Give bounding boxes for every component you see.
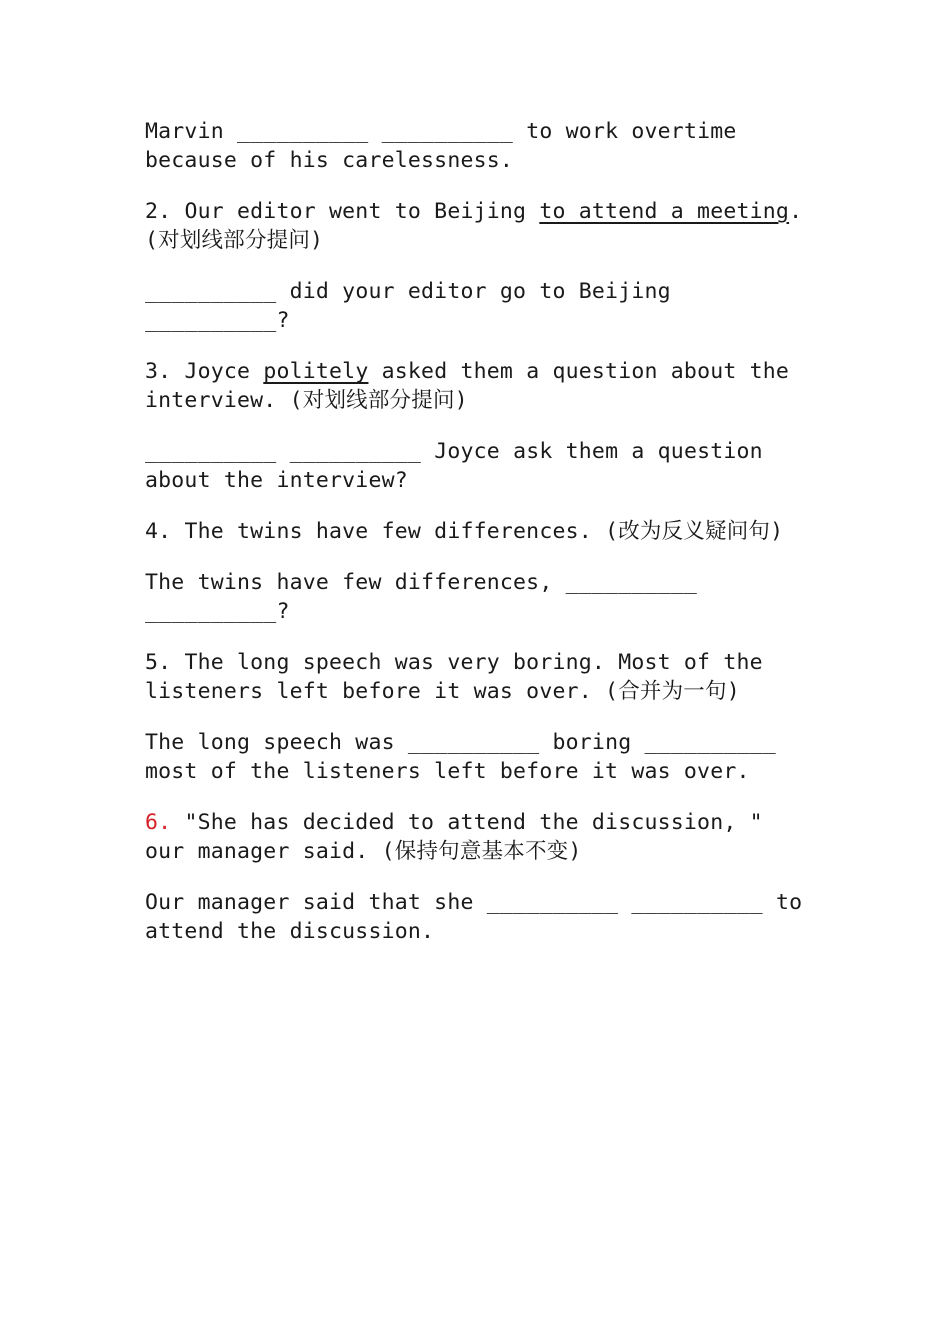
- question-2-instruction: (对划线部分提问): [145, 228, 324, 253]
- question-2-number: 2.: [145, 199, 185, 224]
- answer-6-after: to attend the discussion.: [145, 890, 816, 944]
- question-2-underlined: to attend a meeting: [539, 199, 790, 224]
- answer-3: [145, 437, 815, 495]
- question-3-after: asked them a question about the interview.: [145, 359, 803, 413]
- question-2: [145, 197, 815, 255]
- answer-1-mid: [368, 119, 381, 144]
- answer-1-after: to work overtime because of his carelessness.: [145, 119, 750, 173]
- answer-6-before: Our manager said that she: [145, 890, 487, 915]
- answer-6: [145, 888, 815, 946]
- answer-3-after: Joyce ask them a question about the interview?: [145, 439, 776, 493]
- question-6-number: 6.: [145, 810, 185, 835]
- answer-1: [145, 117, 815, 175]
- question-3-instruction: (对划线部分提问): [276, 388, 468, 413]
- answer-6-blank-2[interactable]: __________: [631, 890, 763, 915]
- question-2-before: Our editor went to Beijing: [184, 199, 540, 224]
- question-5: [145, 648, 815, 706]
- question-4-number: 4.: [145, 519, 185, 544]
- question-4-text: The twins have few differences.: [184, 519, 606, 544]
- answer-4: [145, 568, 815, 626]
- answer-6-blank-1[interactable]: __________: [486, 890, 619, 915]
- question-5-text: The long speech was very boring. Most of the listeners left before it was over.: [145, 650, 776, 704]
- answer-3-mid: [276, 439, 289, 464]
- question-6-text: "She has decided to attend the discussion, " our manager said.: [145, 810, 776, 864]
- answer-4-before: The twins have few differences,: [145, 570, 566, 595]
- question-4: [145, 517, 815, 546]
- answer-4-mid: [697, 570, 710, 595]
- answer-6-mid: [618, 890, 631, 915]
- question-4-instruction: (改为反义疑问句): [605, 519, 784, 544]
- answer-1-blank-1[interactable]: __________: [237, 119, 369, 144]
- answer-1-before: Marvin: [145, 119, 238, 144]
- question-5-instruction: (合并为一句): [605, 679, 740, 704]
- answer-3-blank-2[interactable]: __________: [289, 439, 422, 464]
- answer-4-after: ?: [276, 599, 290, 624]
- question-2-after: .: [789, 199, 803, 224]
- question-3: [145, 357, 815, 415]
- question-6-instruction: (保持句意基本不变): [381, 839, 582, 864]
- answer-1-blank-2[interactable]: __________: [381, 119, 514, 144]
- answer-2-blank-1[interactable]: __________: [145, 279, 277, 304]
- exercise-content: [145, 117, 815, 968]
- answer-5: [145, 728, 815, 786]
- question-3-before: Joyce: [184, 359, 264, 384]
- answer-5-blank-2[interactable]: __________: [644, 730, 776, 755]
- answer-4-blank-1[interactable]: __________: [565, 570, 698, 595]
- answer-2-blank-2[interactable]: __________: [145, 308, 277, 333]
- question-6: [145, 808, 815, 866]
- question-5-number: 5.: [145, 650, 185, 675]
- answer-2-after: ?: [276, 308, 290, 333]
- question-3-number: 3.: [145, 359, 185, 384]
- answer-5-mid: boring: [539, 730, 645, 755]
- answer-3-blank-1[interactable]: __________: [145, 439, 277, 464]
- question-3-underlined: politely: [263, 359, 369, 384]
- answer-2-mid: did your editor go to Beijing: [276, 279, 684, 304]
- answer-5-before: The long speech was: [145, 730, 408, 755]
- answer-5-blank-1[interactable]: __________: [407, 730, 540, 755]
- answer-5-after: most of the listeners left before it was over.: [145, 730, 790, 784]
- answer-2: [145, 277, 815, 335]
- answer-4-blank-2[interactable]: __________: [145, 599, 277, 624]
